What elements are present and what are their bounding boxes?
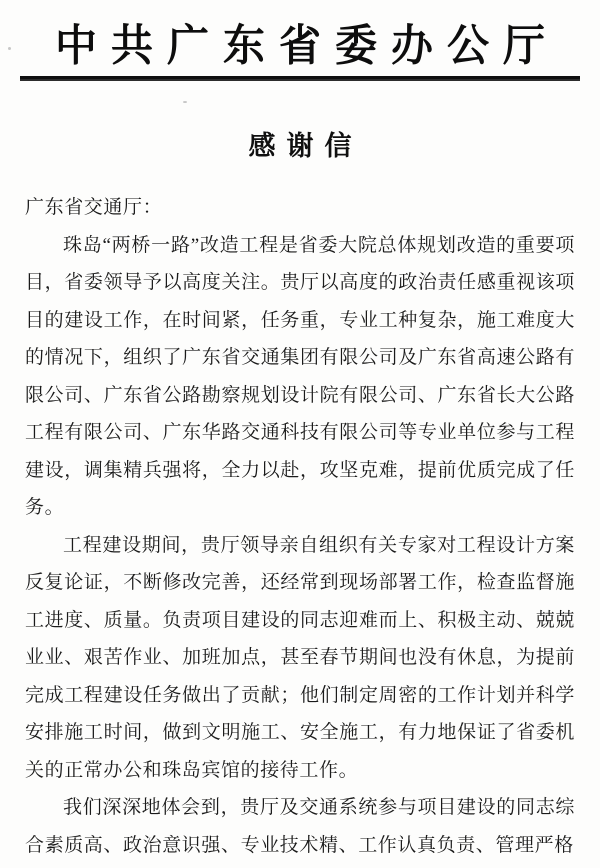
letter-title: 感谢信 xyxy=(248,131,363,161)
letter-body xyxy=(25,189,575,864)
paragraph-1: 珠岛“两桥一路”改造工程是省委大院总体规划改造的重要项目，省委领导予以高度关注。贵厅以高度的政治责任感重视该项目的建设工作，在时间紧，任务重，专业工种复杂，施工难度大的情况下，组织了广东省交通集团有限公司及广东省高速公路有限公司、广东省公路勘察规划设计院有限公司、广东省长大公路工程有限公司、广东华路交通科技有限公司等专业单位参与工程建设，调集精兵强将，全力以赴，攻坚克难，提前优质完成了任务。 xyxy=(25,234,575,518)
paragraph-2: 工程建设期间，贵厅领导亲自组织有关专家对工程设计方案反复论证，不断修改完善，还经常到现场部署工作，检查监督施工进度、质量。负责项目建设的同志迎难而上、积极主动、兢兢业业、艰苦作业、加班加点，甚至春节期间也没有休息，为提前完成工程建设任务做出了贡献；他们制定周密的工作计划并科学安排施工时间，做到文明施工、安全施工，有力地保证了省委机关的正常办公和珠岛宾馆的接待工作。 xyxy=(25,534,575,781)
salutation: 广东省交通厅： xyxy=(25,197,163,218)
scan-artifact-dot xyxy=(183,101,187,103)
paragraph-3: 我们深深地体会到，贵厅及交通系统参与项目建设的同志综合素质高、政治意识强、专业技术精、工作认真负责、管理严格 xyxy=(25,797,575,856)
letterhead-divider xyxy=(20,76,580,81)
letterhead-org-name: 中共广东省委办公厅 xyxy=(54,23,559,71)
